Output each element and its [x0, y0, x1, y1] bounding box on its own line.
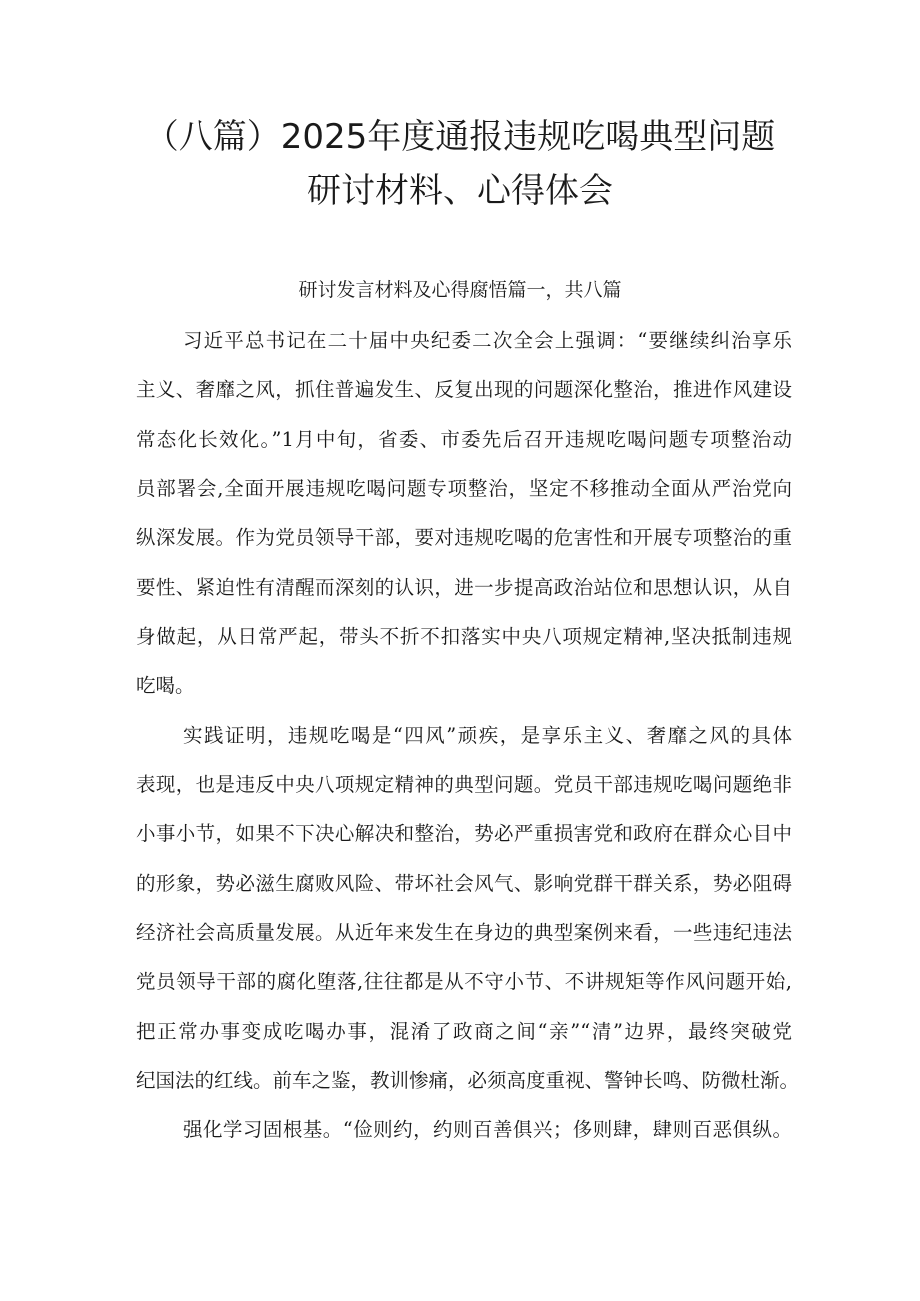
document-subtitle: 研讨发言材料及心得腐悟篇一，共八篇	[298, 279, 622, 301]
paragraph-line: 习近平总书记在二十届中央纪委二次全会上强调：“要继续纠治享乐	[183, 329, 792, 352]
paragraph-line: 主义、奢靡之风，抓住普遍发生、反复出现的问题深化整治，推进作风建设	[136, 378, 792, 401]
paragraph-line: 吃喝。	[136, 674, 195, 697]
paragraph-line: 要性、紧迫性有清醒而深刻的认识，进一步提高政治站位和思想认识，从自	[136, 576, 792, 599]
paragraph-line: 强化学习固根基。“俭则约，约则百善俱兴；侈则肆，肆则百恶俱纵。	[183, 1118, 792, 1141]
paragraph-line: 经济社会高质量发展。从近年来发生在身边的典型案例来看，一些违纪违法	[136, 921, 792, 944]
paragraph-line: 党员领导干部的腐化堕落,往往都是从不守小节、不讲规矩等作风问题开始,	[136, 970, 792, 993]
paragraph-line: 小事小节，如果不下决心解决和整治，势必严重损害党和政府在群众心目中	[136, 822, 792, 845]
document-title-line-1: （八篇）2025年度通报违规吃喝典型问题	[144, 117, 776, 157]
paragraph-line: 实践证明，违规吃喝是“四风”顽疾，是享乐主义、奢靡之风的具体	[183, 724, 792, 747]
paragraph-line: 身做起，从日常严起，带头不折不扣落实中央八项规定精神,坚决抵制违规	[136, 625, 792, 648]
paragraph-line: 表现，也是违反中央八项规定精神的典型问题。党员干部违规吃喝问题绝非	[136, 773, 792, 796]
paragraph-line: 常态化长效化。”1月中旬，省委、市委先后召开违规吃喝问题专项整治动	[136, 428, 792, 451]
paragraph-line: 纵深发展。作为党员领导干部，要对违规吃喝的危害性和开展专项整治的重	[136, 526, 792, 549]
paragraph-line: 把正常办事变成吃喝办事，混淆了政商之间“亲”“清”边界，最终突破党	[136, 1020, 792, 1043]
document-title-line-2: 研讨材料、心得体会	[307, 171, 613, 211]
paragraph-line: 纪国法的红线。前车之鉴，教训惨痛，必须高度重视、警钟长鸣、防微杜渐。	[136, 1069, 800, 1092]
paragraph-line: 员部署会,全面开展违规吃喝问题专项整治，坚定不移推动全面从严治党向	[136, 477, 792, 500]
paragraph-line: 的形象，势必滋生腐败风险、带坏社会风气、影响党群干群关系，势必阻碍	[136, 872, 792, 895]
